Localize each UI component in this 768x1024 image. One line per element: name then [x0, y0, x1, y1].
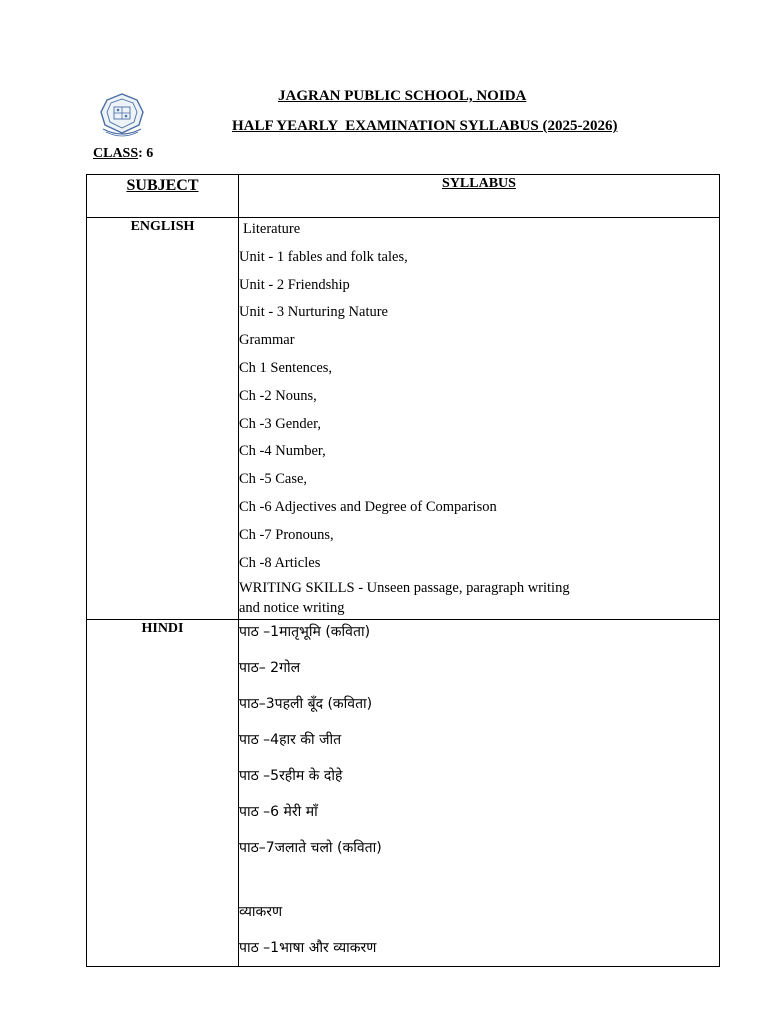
syllabus-line: पाठ –5रहीम के दोहे — [239, 768, 343, 785]
school-name: JAGRAN PUBLIC SCHOOL, NOIDA — [278, 88, 527, 104]
syllabus-line: पाठ– 2गोल — [239, 660, 301, 677]
syllabus-line: Ch -6 Adjectives and Degree of Comparison — [239, 498, 497, 515]
syllabus-line: Ch -2 Nouns, — [239, 387, 317, 404]
syllabus-cell-hindi — [239, 620, 720, 967]
syllabus-line: Ch 1 Sentences, — [239, 359, 333, 376]
syllabus-line: Literature — [243, 221, 301, 237]
subject-header-cell — [87, 175, 239, 218]
syllabus-line: पाठ –1भाषा और व्याकरण — [239, 940, 377, 957]
subject-cell-hindi — [87, 620, 239, 967]
class-label-text: CLASS — [93, 146, 139, 161]
table-header-row — [87, 175, 720, 218]
school-crest-icon — [97, 92, 147, 138]
class-label — [93, 146, 153, 162]
syllabus-line: Ch -7 Pronouns, — [239, 526, 334, 543]
writing-skills-line-2: and notice writing — [239, 600, 345, 617]
table-row-hindi — [87, 620, 720, 967]
syllabus-line: पाठ –6 मेरी माँ — [239, 804, 318, 821]
syllabus-line: Ch -4 Number, — [239, 443, 326, 460]
syllabus-table — [86, 174, 720, 967]
table-row-english — [87, 218, 720, 620]
syllabus-header-cell — [239, 175, 720, 218]
writing-skills-line-1: WRITING SKILLS - Unseen passage, paragraph writing — [239, 580, 570, 597]
grammar-heading: व्याकरण — [239, 904, 283, 921]
syllabus-line: पाठ–3पहली बूँद (कविता) — [239, 696, 373, 713]
syllabus-line: पाठ –1मातृभूमि (कविता) — [239, 624, 371, 641]
syllabus-line: Unit - 1 fables and folk tales, — [239, 248, 408, 265]
syllabus-line: Unit - 3 Nurturing Nature — [239, 304, 388, 321]
syllabus-header: SYLLABUS — [442, 176, 516, 191]
subject-name-english: ENGLISH — [130, 219, 195, 234]
syllabus-line: पाठ –4हार की जीत — [239, 732, 342, 749]
exam-title: HALF YEARLY EXAMINATION SYLLABUS (2025-2026) — [232, 118, 618, 134]
syllabus-line: Unit - 2 Friendship — [239, 276, 350, 293]
syllabus-line: Grammar — [239, 332, 295, 349]
spacer — [239, 872, 719, 900]
syllabus-line: Ch -3 Gender, — [239, 415, 321, 432]
syllabus-line: पाठ–7जलाते चलो (कविता) — [239, 840, 382, 857]
subject-name-hindi: HINDI — [141, 621, 184, 637]
subject-header: SUBJECT — [126, 177, 199, 194]
class-value: : 6 — [138, 146, 154, 161]
subject-cell-english — [87, 218, 239, 620]
syllabus-line: Ch -8 Articles — [239, 554, 321, 571]
syllabus-line: Ch -5 Case, — [239, 471, 308, 488]
syllabus-cell-english — [239, 218, 720, 620]
